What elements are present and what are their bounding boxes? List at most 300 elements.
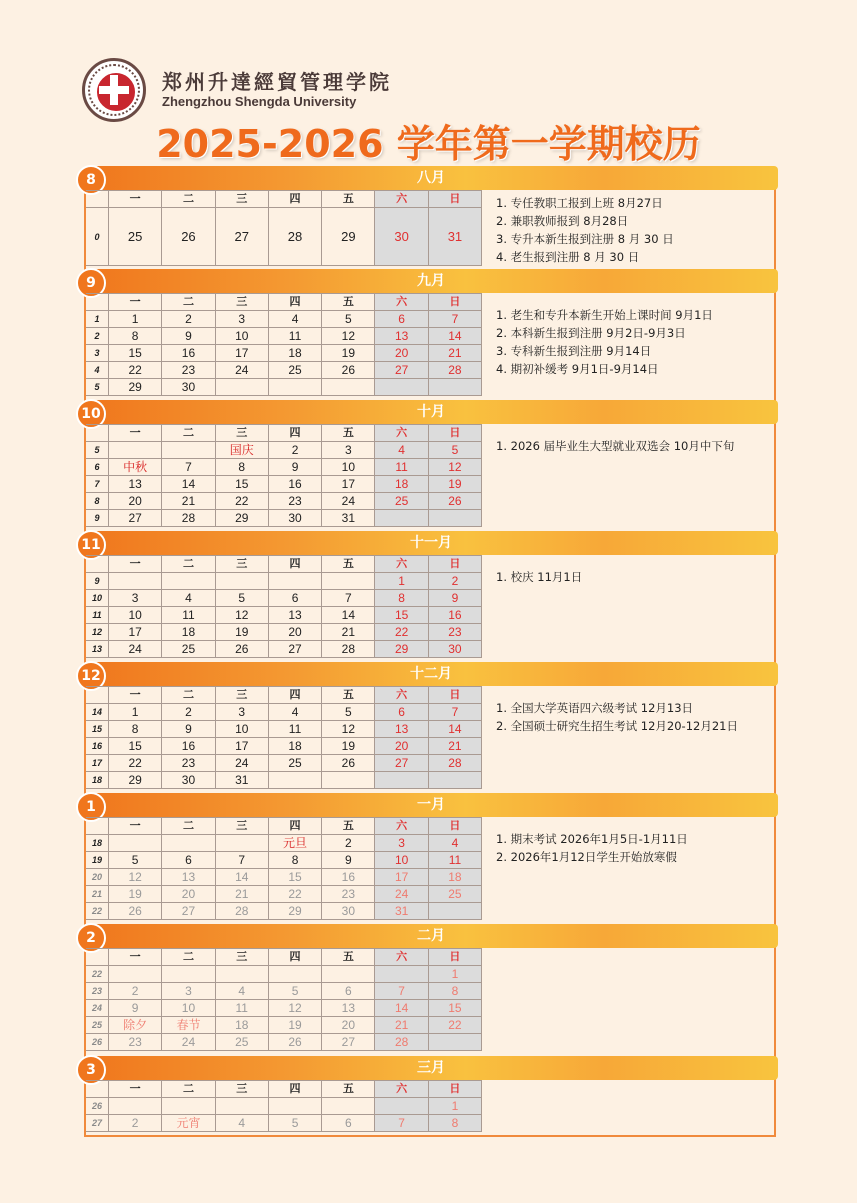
day-cell: 27	[162, 903, 215, 920]
week-row	[86, 362, 482, 379]
day-cell	[109, 966, 162, 983]
weekday-header: 一	[109, 687, 162, 704]
day-cell: 11	[375, 459, 428, 476]
week-number: 4	[86, 362, 109, 379]
day-cell: 28	[428, 755, 481, 772]
month-name: 十月	[417, 404, 445, 420]
weekday-header: 四	[268, 1081, 321, 1098]
day-cell	[215, 966, 268, 983]
weekday-header: 六	[375, 191, 428, 208]
month-name: 三月	[417, 1060, 445, 1076]
weekday-header: 一	[109, 425, 162, 442]
week-number: 1	[86, 311, 109, 328]
day-cell: 6	[322, 983, 375, 1000]
day-cell: 20	[375, 738, 428, 755]
day-cell: 29	[322, 208, 375, 266]
week-row	[86, 624, 482, 641]
note-item: 2. 本科新生报到注册 9月2日-9月3日	[496, 326, 686, 340]
day-cell: 4	[375, 442, 428, 459]
weekday-header: 四	[268, 687, 321, 704]
week-number-header	[86, 687, 109, 704]
day-cell: 16	[162, 738, 215, 755]
day-cell	[162, 1098, 215, 1115]
week-number: 27	[86, 1115, 109, 1132]
weekday-header: 三	[215, 191, 268, 208]
day-cell	[162, 573, 215, 590]
day-cell: 22	[109, 362, 162, 379]
month-grid	[86, 1080, 482, 1132]
note-item: 4. 老生报到注册 8 月 30 日	[496, 250, 640, 264]
week-number: 11	[86, 607, 109, 624]
day-cell: 9	[268, 459, 321, 476]
note-item: 2. 全国硕士研究生招生考试 12月20-12月21日	[496, 719, 738, 733]
day-cell: 10	[215, 721, 268, 738]
weekday-header: 五	[322, 949, 375, 966]
day-cell: 14	[428, 328, 481, 345]
day-cell: 6	[375, 311, 428, 328]
day-cell: 9	[322, 852, 375, 869]
day-cell: 8	[428, 983, 481, 1000]
day-cell: 5	[215, 590, 268, 607]
day-cell: 21	[428, 738, 481, 755]
day-cell: 11	[268, 721, 321, 738]
day-cell: 26	[215, 641, 268, 658]
week-row	[86, 886, 482, 903]
week-number: 16	[86, 738, 109, 755]
week-row	[86, 442, 482, 459]
day-cell: 2	[109, 983, 162, 1000]
day-cell	[162, 835, 215, 852]
day-cell	[375, 966, 428, 983]
day-cell: 3	[162, 983, 215, 1000]
day-cell: 10	[162, 1000, 215, 1017]
week-number-header	[86, 949, 109, 966]
day-cell: 29	[109, 772, 162, 789]
day-cell: 15	[375, 607, 428, 624]
day-cell: 30	[268, 510, 321, 527]
day-cell	[322, 772, 375, 789]
day-cell: 9	[162, 721, 215, 738]
day-cell: 19	[322, 738, 375, 755]
day-cell: 23	[162, 362, 215, 379]
day-cell: 20	[109, 493, 162, 510]
day-cell: 1	[428, 1098, 481, 1115]
day-cell: 7	[375, 1115, 428, 1132]
day-cell: 27	[375, 362, 428, 379]
day-cell	[375, 510, 428, 527]
day-cell: 24	[322, 493, 375, 510]
month-bar	[81, 531, 778, 555]
week-row	[86, 311, 482, 328]
day-cell: 6	[162, 852, 215, 869]
weekday-header: 二	[162, 1081, 215, 1098]
day-cell: 19	[109, 886, 162, 903]
day-cell: 13	[268, 607, 321, 624]
week-row	[86, 852, 482, 869]
week-row	[86, 328, 482, 345]
month-grid	[86, 686, 482, 789]
day-cell: 春节	[162, 1017, 215, 1034]
day-cell: 8	[375, 590, 428, 607]
weekday-header: 五	[322, 1081, 375, 1098]
week-number: 21	[86, 886, 109, 903]
school-name-cn: 郑州升達經貿管理学院	[162, 70, 392, 94]
week-row	[86, 772, 482, 789]
week-number-header	[86, 818, 109, 835]
weekday-header: 二	[162, 556, 215, 573]
weekday-header: 三	[215, 1081, 268, 1098]
day-cell: 1	[109, 311, 162, 328]
weekday-header: 五	[322, 687, 375, 704]
day-cell: 2	[428, 573, 481, 590]
day-cell: 30	[162, 379, 215, 396]
day-cell: 8	[109, 328, 162, 345]
day-cell: 23	[268, 493, 321, 510]
week-number: 7	[86, 476, 109, 493]
month-notes	[496, 306, 713, 378]
day-cell	[268, 379, 321, 396]
week-row	[86, 459, 482, 476]
weekday-header: 二	[162, 191, 215, 208]
day-cell: 3	[215, 311, 268, 328]
week-number: 22	[86, 903, 109, 920]
week-number-header	[86, 425, 109, 442]
month-grid	[86, 190, 482, 266]
day-cell: 4	[428, 835, 481, 852]
day-cell: 12	[215, 607, 268, 624]
weekday-header: 四	[268, 425, 321, 442]
month-number-badge: 2	[76, 923, 106, 953]
day-cell: 8	[268, 852, 321, 869]
month-grid	[86, 817, 482, 920]
day-cell: 3	[109, 590, 162, 607]
day-cell: 17	[375, 869, 428, 886]
day-cell: 5	[322, 311, 375, 328]
weekday-header: 一	[109, 1081, 162, 1098]
day-cell	[375, 1098, 428, 1115]
week-number: 25	[86, 1017, 109, 1034]
day-cell: 21	[375, 1017, 428, 1034]
weekday-header: 六	[375, 818, 428, 835]
day-cell: 28	[162, 510, 215, 527]
day-cell: 12	[109, 869, 162, 886]
day-cell: 10	[109, 607, 162, 624]
week-number: 22	[86, 966, 109, 983]
day-cell: 11	[428, 852, 481, 869]
weekday-header: 三	[215, 687, 268, 704]
day-cell: 10	[322, 459, 375, 476]
day-cell: 13	[322, 1000, 375, 1017]
day-cell: 18	[268, 345, 321, 362]
day-cell: 2	[268, 442, 321, 459]
week-row	[86, 704, 482, 721]
day-cell: 19	[428, 476, 481, 493]
week-number-header	[86, 294, 109, 311]
day-cell	[268, 573, 321, 590]
day-cell	[109, 835, 162, 852]
month-grid	[86, 948, 482, 1051]
day-cell: 3	[375, 835, 428, 852]
day-cell: 14	[215, 869, 268, 886]
day-cell: 25	[162, 641, 215, 658]
day-cell	[162, 442, 215, 459]
weekday-header: 日	[428, 818, 481, 835]
week-number: 26	[86, 1034, 109, 1051]
day-cell: 除夕	[109, 1017, 162, 1034]
weekday-header: 日	[428, 687, 481, 704]
day-cell: 27	[322, 1034, 375, 1051]
day-cell: 24	[215, 362, 268, 379]
weekday-header: 六	[375, 294, 428, 311]
day-cell: 13	[162, 869, 215, 886]
day-cell: 23	[162, 755, 215, 772]
day-cell: 28	[268, 208, 321, 266]
page-title: 2025-2026 学年第一学期校历	[156, 122, 701, 166]
note-item: 1. 老生和专升本新生开始上课时间 9月1日	[496, 308, 713, 322]
day-cell: 15	[109, 345, 162, 362]
day-cell: 25	[109, 208, 162, 266]
weekday-header: 五	[322, 425, 375, 442]
weekday-header: 五	[322, 294, 375, 311]
weekday-header: 一	[109, 556, 162, 573]
weekday-header: 六	[375, 1081, 428, 1098]
weekday-header: 一	[109, 949, 162, 966]
month-number-badge: 8	[76, 165, 106, 195]
day-cell: 11	[215, 1000, 268, 1017]
weekday-header: 六	[375, 425, 428, 442]
weekday-header: 三	[215, 425, 268, 442]
day-cell: 2	[109, 1115, 162, 1132]
week-number: 18	[86, 772, 109, 789]
day-cell: 22	[109, 755, 162, 772]
week-number: 5	[86, 442, 109, 459]
weekday-header: 三	[215, 949, 268, 966]
day-cell: 7	[375, 983, 428, 1000]
day-cell: 9	[109, 1000, 162, 1017]
month-bar	[84, 269, 778, 293]
day-cell: 27	[109, 510, 162, 527]
day-cell: 3	[322, 442, 375, 459]
day-cell: 7	[215, 852, 268, 869]
day-cell: 4	[215, 1115, 268, 1132]
weekday-header: 日	[428, 556, 481, 573]
day-cell: 21	[162, 493, 215, 510]
day-cell: 26	[109, 903, 162, 920]
day-cell: 29	[268, 903, 321, 920]
month-bar	[84, 924, 778, 948]
week-row	[86, 573, 482, 590]
day-cell: 13	[375, 721, 428, 738]
day-cell: 7	[322, 590, 375, 607]
day-cell: 14	[375, 1000, 428, 1017]
month-notes	[496, 437, 734, 455]
month-name: 二月	[417, 928, 445, 944]
day-cell: 25	[215, 1034, 268, 1051]
day-cell: 25	[375, 493, 428, 510]
week-number: 10	[86, 590, 109, 607]
day-cell: 4	[268, 704, 321, 721]
day-cell: 16	[322, 869, 375, 886]
weekday-header: 六	[375, 949, 428, 966]
month-number-badge: 9	[76, 268, 106, 298]
week-number: 20	[86, 869, 109, 886]
day-cell: 5	[109, 852, 162, 869]
weekday-header: 五	[322, 556, 375, 573]
weekday-header: 四	[268, 191, 321, 208]
day-cell: 1	[375, 573, 428, 590]
day-cell	[322, 379, 375, 396]
day-cell	[215, 1098, 268, 1115]
day-cell: 20	[322, 1017, 375, 1034]
weekday-header: 一	[109, 294, 162, 311]
weekday-header: 四	[268, 556, 321, 573]
day-cell: 12	[428, 459, 481, 476]
week-row	[86, 1000, 482, 1017]
weekday-header: 五	[322, 191, 375, 208]
day-cell: 18	[162, 624, 215, 641]
weekday-header: 三	[215, 556, 268, 573]
week-row	[86, 476, 482, 493]
day-cell: 20	[162, 886, 215, 903]
day-cell: 4	[215, 983, 268, 1000]
day-cell: 28	[428, 362, 481, 379]
week-row	[86, 721, 482, 738]
day-cell: 25	[268, 755, 321, 772]
day-cell	[322, 573, 375, 590]
day-cell: 26	[322, 755, 375, 772]
week-row	[86, 835, 482, 852]
day-cell: 11	[162, 607, 215, 624]
day-cell: 5	[268, 1115, 321, 1132]
week-row	[86, 345, 482, 362]
weekday-header: 二	[162, 949, 215, 966]
day-cell: 21	[215, 886, 268, 903]
day-cell: 10	[375, 852, 428, 869]
week-row	[86, 641, 482, 658]
day-cell: 17	[322, 476, 375, 493]
day-cell: 10	[215, 328, 268, 345]
day-cell: 8	[109, 721, 162, 738]
month-notes	[496, 699, 738, 735]
weekday-header: 三	[215, 294, 268, 311]
day-cell	[322, 966, 375, 983]
day-cell: 30	[428, 641, 481, 658]
day-cell	[428, 1034, 481, 1051]
month-grid	[86, 293, 482, 396]
day-cell: 17	[215, 345, 268, 362]
day-cell: 26	[268, 1034, 321, 1051]
day-cell: 1	[428, 966, 481, 983]
week-number: 24	[86, 1000, 109, 1017]
day-cell: 15	[268, 869, 321, 886]
day-cell: 18	[375, 476, 428, 493]
day-cell: 24	[109, 641, 162, 658]
day-cell: 24	[215, 755, 268, 772]
day-cell: 29	[109, 379, 162, 396]
day-cell	[215, 835, 268, 852]
month-name: 十一月	[410, 535, 452, 551]
week-row	[86, 869, 482, 886]
day-cell: 9	[162, 328, 215, 345]
day-cell: 8	[215, 459, 268, 476]
month-notes	[496, 568, 582, 586]
day-cell: 22	[268, 886, 321, 903]
day-cell: 2	[162, 704, 215, 721]
week-row	[86, 966, 482, 983]
note-item: 3. 专科新生报到注册 9月14日	[496, 344, 652, 358]
day-cell: 30	[162, 772, 215, 789]
month-number-badge: 11	[76, 530, 106, 560]
day-cell: 14	[322, 607, 375, 624]
day-cell: 30	[375, 208, 428, 266]
day-cell: 17	[109, 624, 162, 641]
day-cell: 12	[268, 1000, 321, 1017]
week-row	[86, 1017, 482, 1034]
day-cell: 14	[428, 721, 481, 738]
day-cell: 25	[268, 362, 321, 379]
week-number-header	[86, 191, 109, 208]
week-row	[86, 1115, 482, 1132]
week-row	[86, 755, 482, 772]
day-cell: 31	[322, 510, 375, 527]
day-cell: 30	[322, 903, 375, 920]
school-name-en: Zhengzhou Shengda University	[162, 94, 357, 109]
note-item: 2. 2026年1月12日学生开始放寒假	[496, 850, 677, 864]
day-cell	[215, 379, 268, 396]
week-row	[86, 590, 482, 607]
month-grid	[86, 424, 482, 527]
day-cell	[109, 442, 162, 459]
day-cell: 3	[215, 704, 268, 721]
day-cell	[428, 379, 481, 396]
day-cell: 23	[322, 886, 375, 903]
note-item: 1. 2026 届毕业生大型就业双选会 10月中下旬	[496, 439, 735, 453]
week-row	[86, 493, 482, 510]
day-cell: 29	[215, 510, 268, 527]
day-cell	[268, 772, 321, 789]
week-row	[86, 738, 482, 755]
day-cell: 28	[375, 1034, 428, 1051]
weekday-header: 五	[322, 818, 375, 835]
week-row	[86, 379, 482, 396]
day-cell: 15	[109, 738, 162, 755]
note-item: 1. 全国大学英语四六级考试 12月13日	[496, 701, 694, 715]
day-cell: 26	[162, 208, 215, 266]
day-cell	[215, 573, 268, 590]
day-cell: 19	[215, 624, 268, 641]
week-number-header	[86, 1081, 109, 1098]
day-cell: 6	[268, 590, 321, 607]
week-row	[86, 510, 482, 527]
week-number: 23	[86, 983, 109, 1000]
weekday-header: 四	[268, 294, 321, 311]
week-number: 9	[86, 510, 109, 527]
day-cell: 6	[375, 704, 428, 721]
day-cell: 14	[162, 476, 215, 493]
day-cell	[109, 1098, 162, 1115]
month-name: 一月	[417, 797, 445, 813]
month-name: 十二月	[410, 666, 452, 682]
week-row	[86, 1034, 482, 1051]
weekday-header: 四	[268, 818, 321, 835]
day-cell: 8	[428, 1115, 481, 1132]
week-number: 0	[86, 208, 109, 266]
day-cell	[428, 772, 481, 789]
weekday-header: 日	[428, 949, 481, 966]
day-cell	[268, 966, 321, 983]
day-cell: 16	[162, 345, 215, 362]
day-cell: 21	[428, 345, 481, 362]
